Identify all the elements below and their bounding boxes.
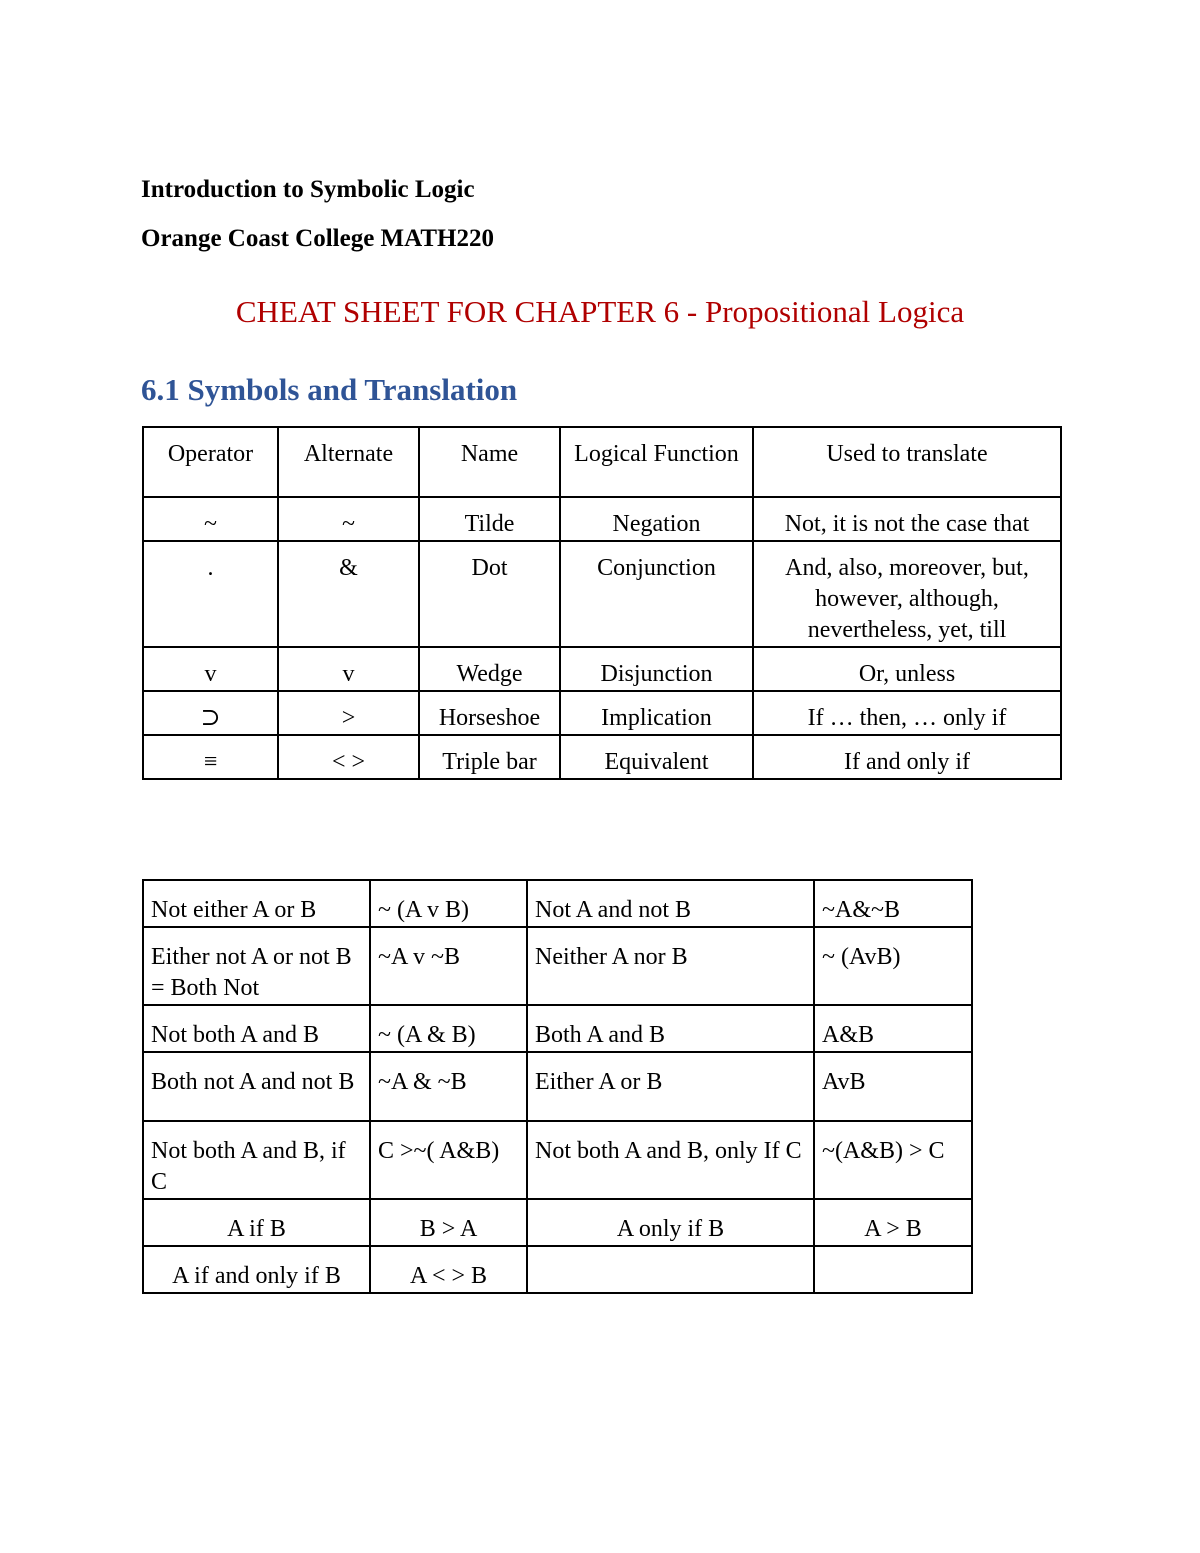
table-cell: & — [278, 541, 419, 647]
table-cell: If and only if — [753, 735, 1061, 779]
table-cell: Conjunction — [560, 541, 753, 647]
table-cell: Equivalent — [560, 735, 753, 779]
college-course-code: Orange Coast College MATH220 — [141, 225, 494, 252]
table-cell: v — [278, 647, 419, 691]
table-cell: A&B — [814, 1005, 972, 1052]
table-cell: Not, it is not the case that — [753, 497, 1061, 541]
table-cell: A if and only if B — [143, 1246, 370, 1293]
table-cell: Either A or B — [527, 1052, 814, 1121]
table-cell: Negation — [560, 497, 753, 541]
column-header: Name — [419, 427, 560, 497]
table-cell: Not either A or B — [143, 880, 370, 927]
table-cell: Triple bar — [419, 735, 560, 779]
table-cell: ~ (AvB) — [814, 927, 972, 1005]
table-cell: . — [143, 541, 278, 647]
table-cell: ~(A&B) > C — [814, 1121, 972, 1199]
table-cell: ⊃ — [143, 691, 278, 735]
operators-table — [142, 426, 1062, 780]
table-cell: A < > B — [370, 1246, 527, 1293]
column-header: Alternate — [278, 427, 419, 497]
table-cell: Not A and not B — [527, 880, 814, 927]
table-cell: Not both A and B, only If C — [527, 1121, 814, 1199]
table-header-row — [143, 427, 1061, 497]
table-cell: ≡ — [143, 735, 278, 779]
table-cell: Both A and B — [527, 1005, 814, 1052]
table-cell: v — [143, 647, 278, 691]
column-header: Operator — [143, 427, 278, 497]
table-cell: Horseshoe — [419, 691, 560, 735]
table-cell: AvB — [814, 1052, 972, 1121]
table-cell — [527, 1246, 814, 1293]
table-cell: > — [278, 691, 419, 735]
table-cell: ~ (A & B) — [370, 1005, 527, 1052]
table-row — [143, 1052, 972, 1121]
table-cell: ~A&~B — [814, 880, 972, 927]
table-cell: Wedge — [419, 647, 560, 691]
table-cell: Implication — [560, 691, 753, 735]
table-cell: ~A v ~B — [370, 927, 527, 1005]
column-header: Used to translate — [753, 427, 1061, 497]
course-title: Introduction to Symbolic Logic — [141, 176, 475, 203]
table-row — [143, 1199, 972, 1246]
translation-table — [142, 879, 973, 1294]
page-title: CHEAT SHEET FOR CHAPTER 6 - Propositional Logica — [235, 294, 965, 329]
table-row — [143, 691, 1061, 735]
table-cell — [814, 1246, 972, 1293]
table-cell: ~A & ~B — [370, 1052, 527, 1121]
table-row — [143, 497, 1061, 541]
table-cell: If … then, … only if — [753, 691, 1061, 735]
table-row — [143, 1246, 972, 1293]
table-cell: Tilde — [419, 497, 560, 541]
column-header: Logical Function — [560, 427, 753, 497]
table-cell: Not both A and B — [143, 1005, 370, 1052]
table-cell: C >~( A&B) — [370, 1121, 527, 1199]
table-cell: And, also, moreover, but, however, although, nevertheless, yet, till — [753, 541, 1061, 647]
table-row — [143, 735, 1061, 779]
table-row — [143, 541, 1061, 647]
section-heading: 6.1 Symbols and Translation — [141, 372, 518, 407]
table-row — [143, 927, 972, 1005]
table-cell: A only if B — [527, 1199, 814, 1246]
table-cell: Or, unless — [753, 647, 1061, 691]
table-cell: ~ (A v B) — [370, 880, 527, 927]
table-cell: Dot — [419, 541, 560, 647]
table-cell: ~ — [143, 497, 278, 541]
table-cell: Neither A nor B — [527, 927, 814, 1005]
table-cell: A if B — [143, 1199, 370, 1246]
table-cell: Disjunction — [560, 647, 753, 691]
table-row — [143, 880, 972, 927]
table-cell: < > — [278, 735, 419, 779]
table-row — [143, 1121, 972, 1199]
table-cell: B > A — [370, 1199, 527, 1246]
table-row — [143, 1005, 972, 1052]
table-cell: Both not A and not B — [143, 1052, 370, 1121]
table-cell: Not both A and B, if C — [143, 1121, 370, 1199]
table-cell: ~ — [278, 497, 419, 541]
table-cell: A > B — [814, 1199, 972, 1246]
table-row — [143, 647, 1061, 691]
table-cell: Either not A or not B = Both Not — [143, 927, 370, 1005]
